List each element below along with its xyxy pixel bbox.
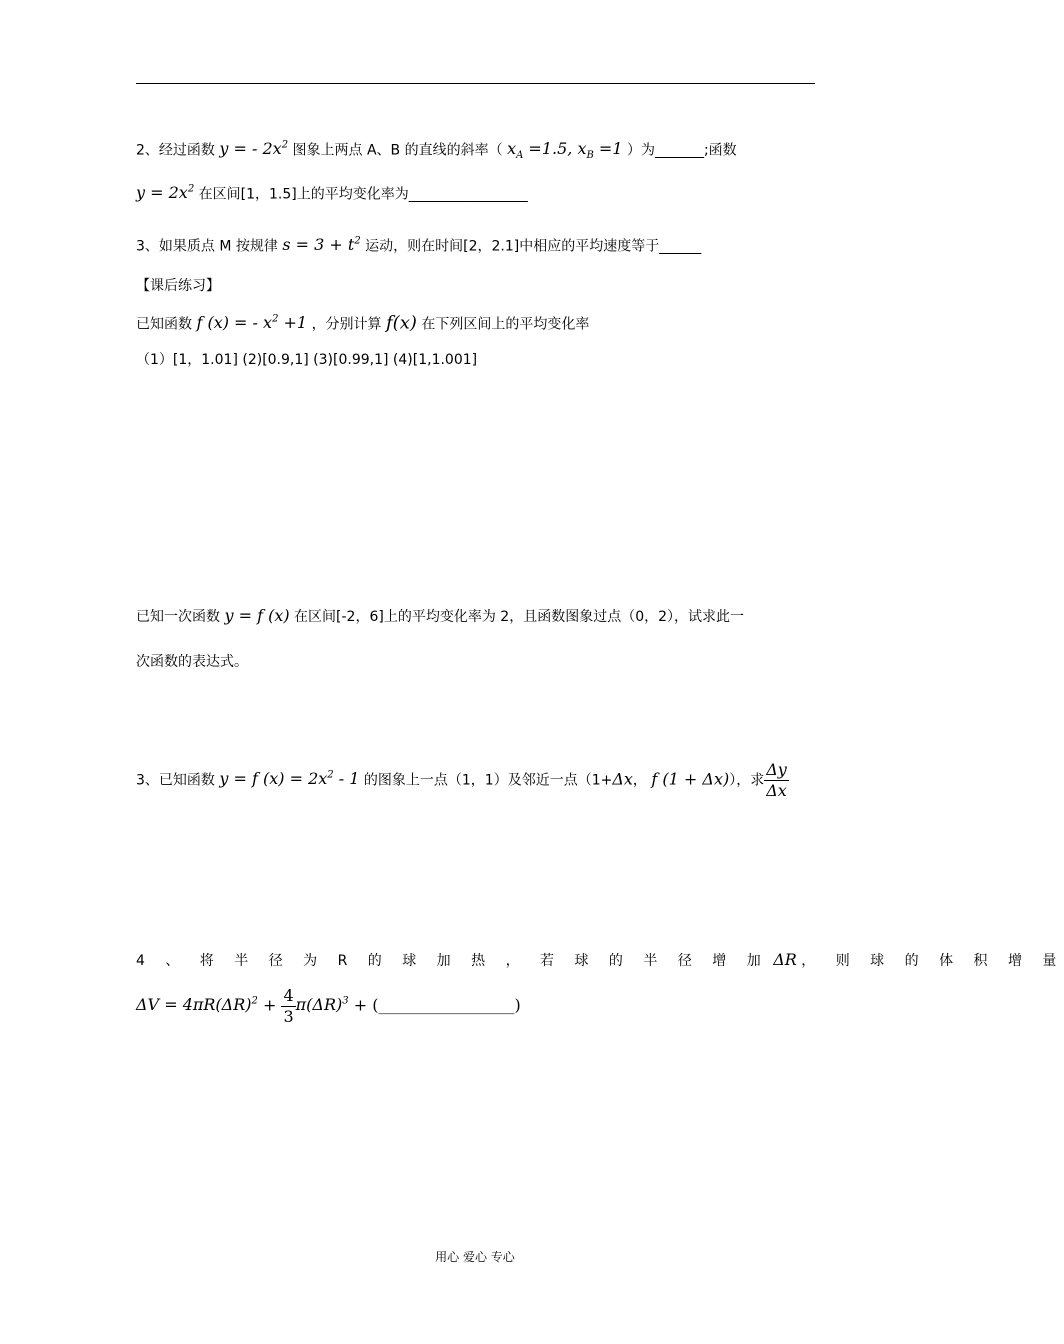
q3b-dx: Δx — [612, 769, 633, 789]
q4-formula-lhs: $\Delta V = 4\pi R(\Delta R)^2$ — [136, 995, 258, 1015]
q3b-mid: 的图象上一点（1，1）及邻近一点（1+ — [363, 772, 613, 789]
q3b-func: y = f $(x) = 2x^2 - 1$ — [219, 769, 360, 789]
linear-prefix: 已知一次函数 — [136, 609, 220, 625]
q2-func2: $y = 2x^2$ — [136, 183, 195, 203]
q3b-suffix: ），求 — [729, 772, 765, 789]
question-2-line-1 — [136, 136, 737, 167]
q3b-f1dx: f (1 + Δx) — [651, 769, 730, 789]
q2-line2-text: 在区间[1，1.5]上的平均变化率为_________________ — [198, 186, 528, 203]
linear-question-line-2: 次函数的表达式。 — [136, 654, 248, 670]
exercise-intro-prefix: 已知函数 — [136, 316, 192, 333]
q4-text2: ， 则 球 的 体 积 增 量 — [801, 953, 1064, 969]
exercise-fx: f(x) — [386, 312, 417, 334]
question-4-line-1 — [136, 950, 1064, 971]
linear-func: y = f (x) — [224, 606, 290, 625]
exercise-func: f (x) = - $x^2 +1$ — [196, 313, 308, 333]
q4-formula-mid: $\pi(\Delta R)^3$ — [295, 995, 349, 1015]
q2-mid-text: 图象上两点 A、B 的直线的斜率（ — [292, 142, 503, 159]
q3-prefix: 3、如果质点 M 按规律 — [136, 238, 278, 255]
q4-plus: + — [257, 995, 282, 1015]
q3-suffix: 运动，则在时间[2，2.1]中相应的平均速度等于______ — [365, 238, 702, 255]
q2-func1: y = - $2x^2$ — [219, 139, 289, 159]
exercise-intro-mid: ，分别计算 — [311, 316, 382, 333]
header-rule — [136, 83, 815, 84]
dy-over-dx-fraction: $\frac{\Delta y}{\Delta x}$ — [766, 759, 787, 800]
q4-dR: ΔR — [773, 950, 797, 969]
q2-prefix: 2、经过函数 — [136, 142, 215, 159]
q3b-prefix: 3、已知函数 — [136, 772, 215, 789]
exercise-intro — [136, 310, 589, 334]
linear-suffix: 在区间[-2，6]上的平均变化率为 2，且函数图象过点（0，2），试求此一 — [294, 609, 745, 625]
page-footer: 用心 爱心 专心 — [435, 1250, 515, 1264]
exercise-intro-suffix: 在下列区间上的平均变化率 — [421, 316, 590, 333]
exercise-heading: 【课后练习】 — [136, 278, 220, 294]
question-3b — [136, 752, 789, 804]
four-thirds-fraction: $\frac{4}{3}$ — [283, 985, 294, 1026]
q4-formula-blank: + (_________________) — [348, 995, 521, 1015]
linear-question-line-1 — [136, 606, 744, 627]
question-2-line-2 — [136, 180, 528, 204]
question-4-formula — [136, 978, 521, 1030]
exercise-intervals: （1）[1，1.01] (2)[0.9,1] (3)[0.99,1] (4)[1,1.001] — [136, 352, 478, 368]
question-3 — [136, 232, 701, 256]
q4-text: 4 、 将 半 径 为 R 的 球 加 热 ， 若 球 的 半 径 增 加 — [136, 953, 769, 969]
q2-suffix: ）为_______;函数 — [626, 142, 737, 159]
q2-points: $x_A =1.5$, $x_B =1$ — [507, 139, 623, 162]
q3b-comma: ， — [632, 772, 647, 789]
q3-func: $s = 3 + t^2$ — [282, 235, 361, 255]
